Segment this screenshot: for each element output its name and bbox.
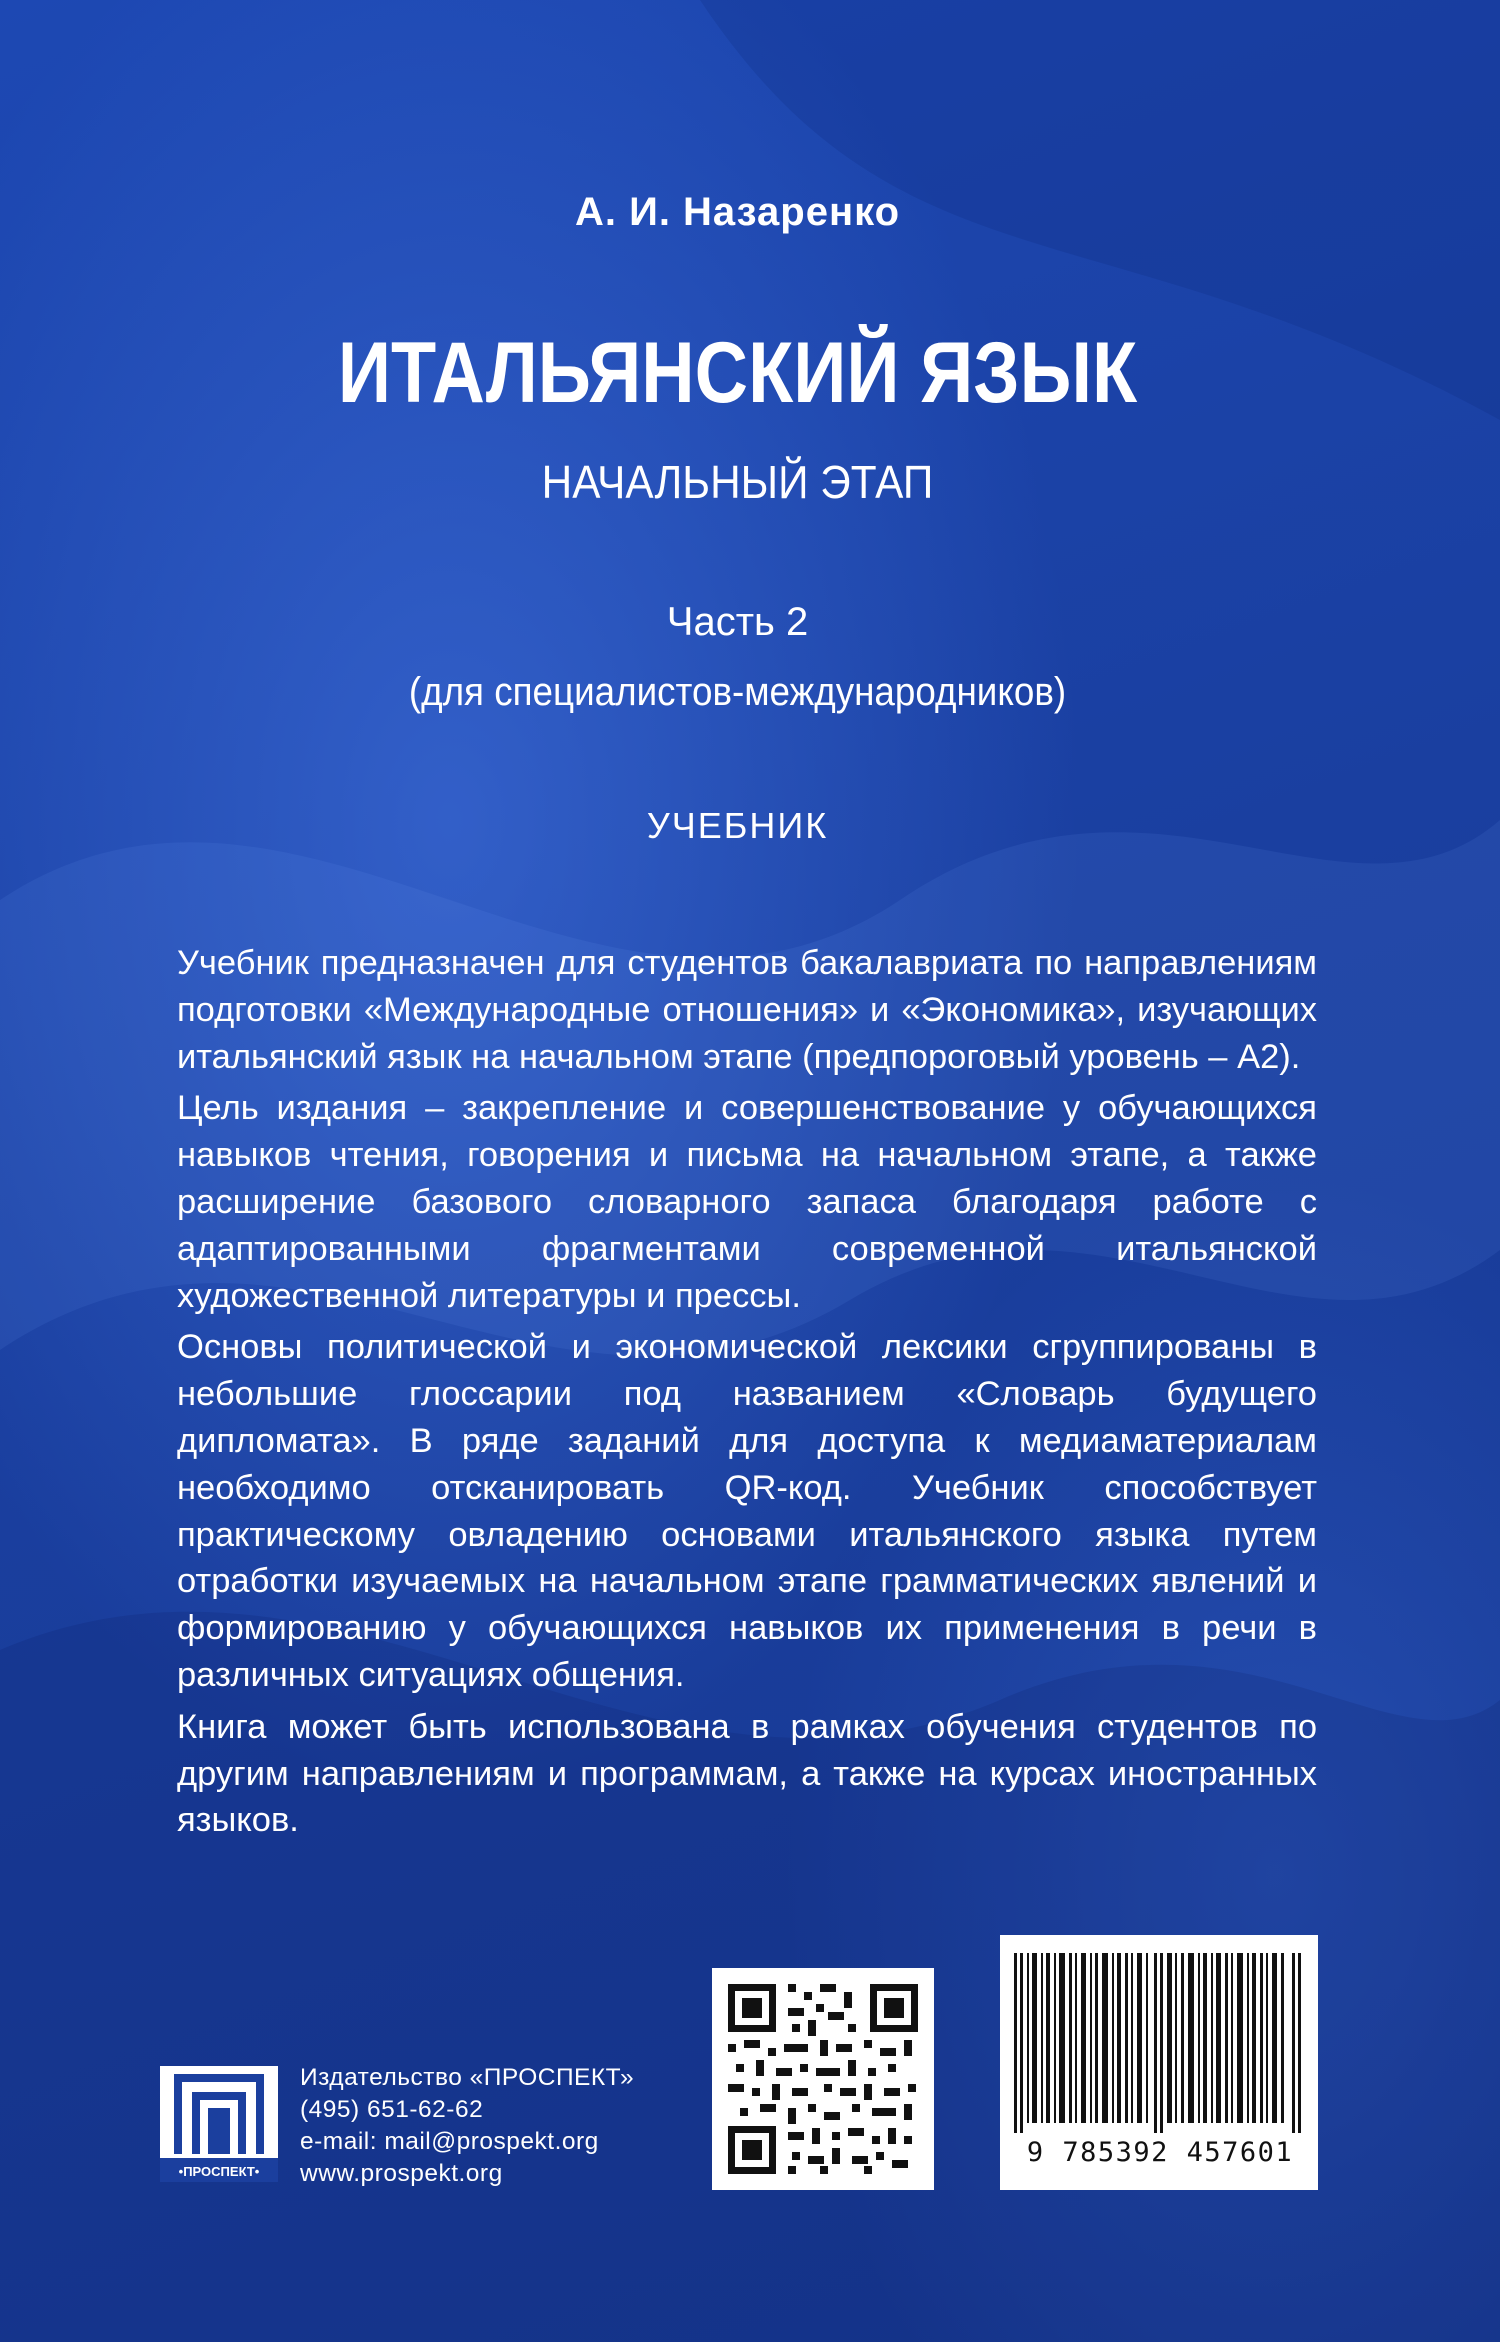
qr-code-pattern <box>728 1984 918 2174</box>
publisher-name: Издательство «ПРОСПЕКТ» <box>300 2064 635 2091</box>
publisher-logo <box>160 2066 278 2182</box>
publisher-email: e-mail: mail@prospekt.org <box>300 2128 599 2155</box>
publisher-info <box>300 2062 700 2190</box>
barcode-bars <box>1014 1953 1304 2133</box>
publisher-website: www.prospekt.org <box>300 2160 503 2187</box>
isbn-barcode <box>1000 1935 1318 2190</box>
book-subtitle: НАЧАЛЬНЫЙ ЭТАП <box>541 456 934 508</box>
audience-note: (для специалистов-международников) <box>408 670 1067 714</box>
annotation-paragraph: Цель издания – закрепление и совершенствование у обучающихся навыков чтения, говорения и письма на начальном этапе, а также расширение базового словарного запаса благодаря работе с адаптированными фрагментами современной итальянской художественной литературы и прессы. <box>177 1089 1317 1315</box>
isbn-digits: 9 785392 457601 <box>1026 2137 1294 2168</box>
genre-label: УЧЕБНИК <box>646 805 829 846</box>
annotation-paragraph: Основы политической и экономической лексики сгруппированы в небольшие глоссарии под названием «Словарь будущего дипломата». В ряде заданий для доступа к медиаматериалам необходимо отсканировать QR-код. Учебник способствует практическому овладению основами итальянского языка путем отработки изучаемых на начальном этапе грамматических явлений и формированию у обучающихся навыков их применения в речи в различных ситуациях общения. <box>177 1328 1317 1694</box>
publisher-logo-text: •ПРОСПЕКТ• <box>178 2164 260 2179</box>
publisher-phone: (495) 651-62-62 <box>300 2096 484 2123</box>
book-title: ИТАЛЬЯНСКИЙ ЯЗЫК <box>337 325 1138 421</box>
qr-code <box>712 1968 934 2190</box>
annotation-paragraph: Книга может быть использована в рамках обучения студентов по другим направлениям и программам, а также на курсах иностранных языков. <box>177 1707 1317 1840</box>
annotation-paragraph: Учебник предназначен для студентов бакалавриата по направлениям подготовки «Международные отношения» и «Экономика», изучающих итальянский язык на начальном этапе (предпороговый уровень – А2). <box>177 944 1317 1076</box>
annotation-text <box>177 940 1317 1849</box>
part-number: Часть 2 <box>666 600 809 644</box>
author-name: А. И. Назаренко <box>574 190 901 234</box>
